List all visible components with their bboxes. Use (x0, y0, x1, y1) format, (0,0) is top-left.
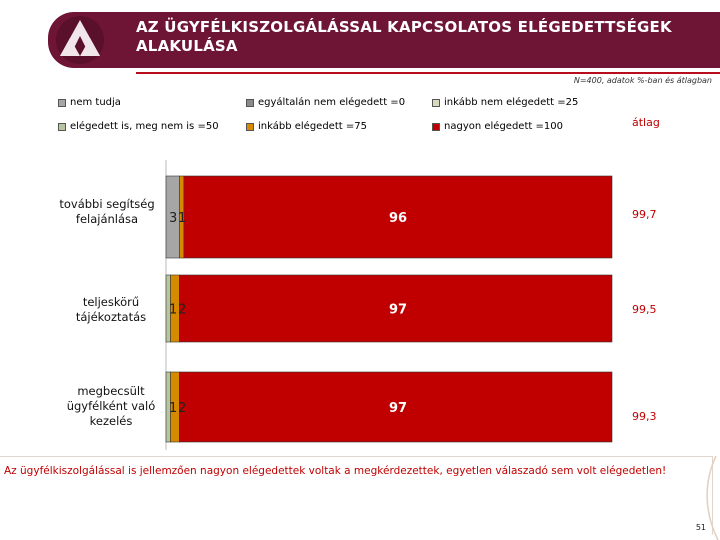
data-label: 96 (388, 211, 408, 226)
data-label: 2 (178, 401, 187, 416)
legend-swatch (246, 99, 254, 107)
legend-label: inkább elégedett =75 (258, 121, 367, 132)
title-underline (136, 72, 720, 74)
legend-label: inkább nem elégedett =25 (444, 97, 579, 108)
category-label: teljeskörű tájékoztatás (75, 295, 147, 324)
data-label: 97 (388, 302, 408, 318)
summary-text: Az ügyfélkiszolgálással is jellemzően nagyon elégedettek voltak a megkérdezettek, egyetlen válaszadó sem volt elégedetlen! (4, 465, 667, 477)
legend-item (432, 97, 578, 108)
legend-swatch (432, 99, 440, 107)
legend-item (246, 121, 367, 132)
legend-label: nem tudja (70, 97, 121, 108)
averages-heading: átlag (632, 116, 660, 129)
data-label: 1 (169, 302, 178, 318)
legend-label: nagyon elégedett =100 (444, 121, 563, 132)
legend-item (246, 97, 405, 108)
data-label: 2 (178, 302, 187, 318)
average-value: 99,5 (632, 303, 657, 316)
data-label: 3 (169, 211, 178, 226)
legend-item (58, 121, 219, 132)
legend-swatch (58, 99, 66, 107)
average-value: 99,3 (632, 410, 657, 423)
legend-swatch (58, 123, 66, 131)
stacked-bar-chart (0, 160, 720, 460)
legend-label: egyáltalán nem elégedett =0 (258, 97, 406, 108)
legend-label: elégedett is, meg nem is =50 (70, 121, 219, 132)
legend-swatch (246, 123, 254, 131)
average-value: 99,7 (632, 208, 657, 221)
data-label: 1 (178, 211, 187, 226)
sample-note: N=400, adatok %-ban és átlagban (573, 76, 712, 85)
data-label: 97 (388, 401, 408, 416)
legend-swatch (432, 123, 440, 131)
legend-item (58, 97, 121, 108)
legend-item (432, 121, 563, 132)
page-title: AZ ÜGYFÉLKISZOLGÁLÁSSAL KAPCSOLATOS ELÉGEDETTSÉGEK ALAKULÁSA (136, 18, 672, 55)
category-label: megbecsült ügyfélként való kezelés (66, 384, 156, 428)
category-label: további segítség felajánlása (59, 197, 155, 226)
page-number: 51 (695, 523, 706, 532)
triangle-logo-icon (54, 14, 106, 66)
data-label: 1 (169, 401, 178, 416)
